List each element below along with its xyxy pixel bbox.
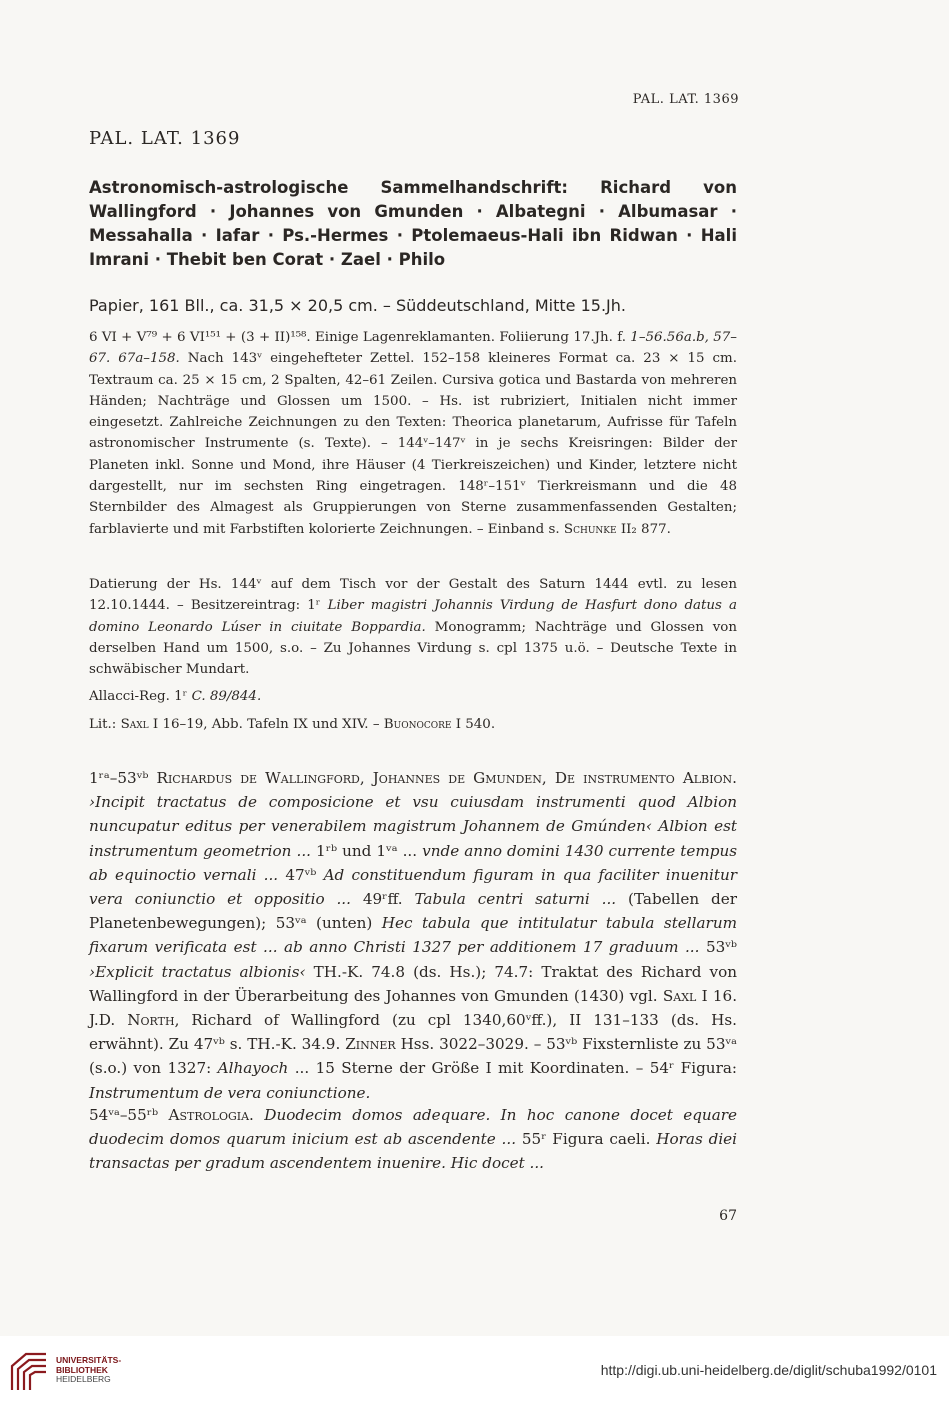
dating-provenance: Datierung der Hs. 144ᵛ auf dem Tisch vor der Gestalt des Saturn 1444 evtl. zu lesen 12.10.1444. – Besitzereintrag: 1ʳ Liber magistri Johannis Virdung de Hasfurt dono datus a domino Leonardo Lúser in ciuitate Boppardia. Monogramm; Nachträge und Glossen von derselben Hand um 1500, s.o. – Zu Johannes Virdung s. cpl 1375 u.ö. – Deutsche Texte in schwäbischer Mundart. bbox=[89, 577, 737, 678]
page-number: 67 bbox=[719, 1208, 737, 1224]
library-logo-icon bbox=[8, 1350, 50, 1394]
running-head: PAL. LAT. 1369 bbox=[632, 92, 739, 107]
codicological-description: 6 VI + V⁷⁹ + 6 VI¹⁵¹ + (3 + II)¹⁵⁸. Einige Lagenreklamanten. Foliierung 17.Jh. f. 1–56.56a.b, 57–67. 67a–158. Nach 143ᵛ eingehefteter Zettel. 152–158 kleineres Format ca. 23 × 15 cm. Textraum ca. 25 × 15 cm, 2 Spalten, 42–61 Zeilen. Cursiva gotica und Bastarda von mehreren Händen; Nachträge und Glossen um 1500. – Hs. ist rubriziert, Initialen nicht immer eingesetzt. Zahlreiche Zeichnungen zu den Texten: Theorica planetarum, Aufrisse für Tafeln astronomischer Instrumente (s. Texte). – 144ᵛ–147ᵛ in je sechs Kreisringen: Bilder der Planeten inkl. Sonne und Mond, ihre Häuser (4 Tierkreiszeichen) und Kinder, letztere nicht dargestellt, nur im sechsten Ring eingetragen. 148ʳ–151ᵛ Tierkreismann und die 48 Sternbilder des Almagest als Gruppierungen von Sterne zusammenfassenden Gestalten; farblavierte und mit Farbstiften kolorierte Zeichnungen. – Einband s. Schunke II₂ 877. bbox=[89, 330, 737, 537]
physical-description: Papier, 161 Bll., ca. 31,5 × 20,5 cm. – Süddeutschland, Mitte 15.Jh. bbox=[89, 296, 626, 315]
text-entry-albion: 1ʳᵃ–53ᵛᵇ Richardus de Wallingford, Johannes de Gmunden, De instrumento Albion. ›Incipit tractatus de composicione et vsu cuiusdam instrumenti quod Albion nuncupatur editus per venerabilem magistrum Johannem de Gmúnden‹ Albion est instrumentum geometrion ... 1ʳᵇ und 1ᵛᵃ ... vnde anno domini 1430 currente tempus ab equinoctio vernali ... 47ᵛᵇ Ad constituendum figuram in qua faciliter inuenitur vera coniunctio et oppositio ... 49ʳff. Tabula centri saturni ... (Tabellen der Planetenbewegungen); 53ᵛᵃ (unten) Hec tabula que intitulatur tabula stellarum fixarum verificata est ... ab anno Christi 1327 per additionem 17 graduum ... 53ᵛᵇ ›Explicit tractatus albionis‹ TH.-K. 74.8 (ds. Hs.); 74.7: Traktat des Richard von Wallingford in der Überarbeitung des Johannes von Gmunden (1430) vgl. Saxl I 16. J.D. North, Richard of Wallingford (zu cpl 1340,60ᵛff.), II 131–133 (ds. Hs. erwähnt). Zu 47ᵛᵇ s. TH.-K. 34.9. Zinner Hss. 3022–3029. – 53ᵛᵇ Fixsternliste zu 53ᵛᵃ (s.o.) von 1327: Alhayoch ... 15 Sterne der Größe I mit Koordinaten. – 54ʳ Figura: Instrumentum de vera coniunctione. bbox=[89, 769, 738, 1102]
manuscript-title: Astronomisch-astrologische Sammelhandschrift: Richard von Wallingford · Johannes von Gmunden · Albategni · Albumasar · Messahalla · Iafar · Ps.-Hermes · Ptolemaeus-Hali ibn Ridwan · Hali Imrani · Thebit ben Corat · Zael · Philo bbox=[89, 178, 737, 269]
source-url-link[interactable]: http://digi.ub.uni-heidelberg.de/diglit/schuba1992/0101 bbox=[600, 1362, 937, 1378]
library-name: UNIVERSITÄTS- BIBLIOTHEK HEIDELBERG bbox=[56, 1355, 122, 1384]
allacci-register: Allacci-Reg. 1ʳ C. 89/844. bbox=[89, 689, 262, 704]
footer-bar bbox=[0, 1336, 949, 1410]
literature: Lit.: Saxl I 16–19, Abb. Tafeln IX und XIV. – Buonocore I 540. bbox=[89, 717, 496, 732]
shelfmark-heading: PAL. LAT. 1369 bbox=[89, 128, 241, 149]
text-entry-astrologia: 54ᵛᵃ–55ʳᵇ Astrologia. Duodecim domos adequare. In hoc canone docet equare duodecim domos quarum inicium est ab ascendente ... 55ʳ Figura caeli. Horas diei transactas per gradum ascendentem inuenire. Hic docet ... bbox=[89, 1106, 738, 1173]
